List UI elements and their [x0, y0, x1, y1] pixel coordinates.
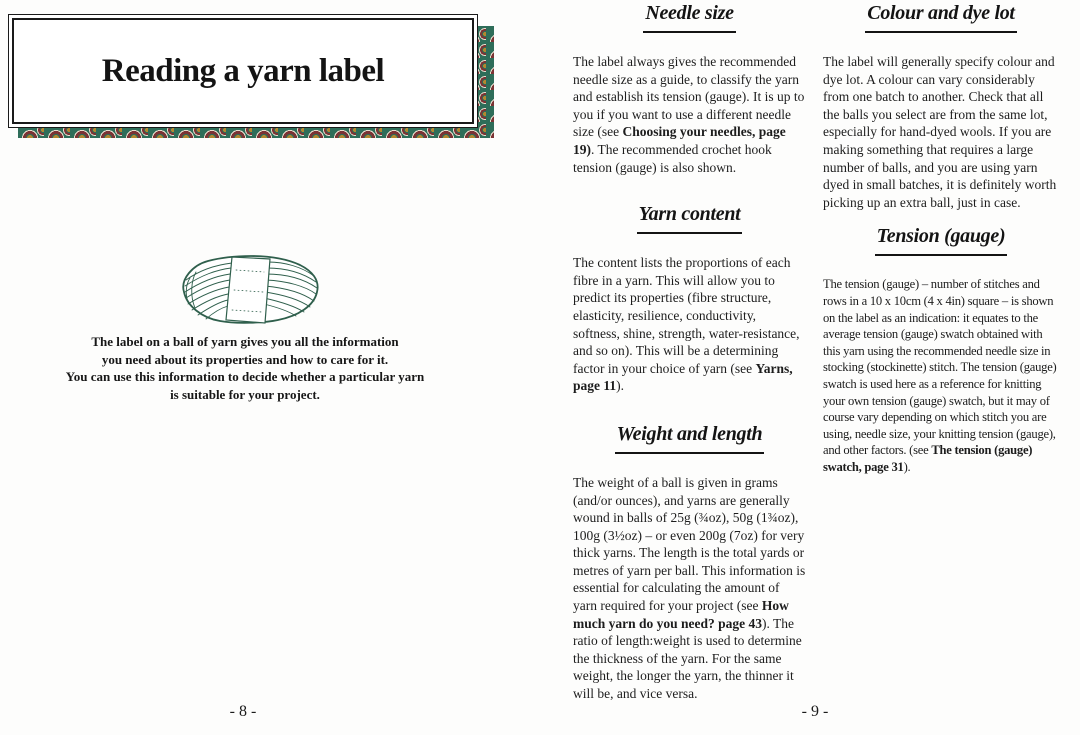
section-body: The tension (gauge) – number of stitches and rows in a 10 x 10cm (4 x 4in) square – is shown on the label as an indication: it equates to the average tension (gauge) swatch obtained with this yarn using the recommended needle size in stocking (stockinette) stitch. The tension (gauge) swatch is used here as a reference for knitting your own tension (gauge) swatch, but it may of course vary depending on which stitch you are using, needle size, your knitting tension (gauge), and other factors. (see The tension (gauge) swatch, page 31).	[823, 277, 1057, 474]
section-body: The weight of a ball is given in grams (and/or ounces), and yarns are generally wound in balls of 25g (¾oz), 50g (1¾oz), 100g (3½oz) – or even 200g (7oz) for very thick yarns. The length is the total yards or metres of yarn per ball. This information is essential for calculating the amount of yarn required for your project (see How much yarn do you need? page 43). The ratio of length:weight is used to determine the thickness of the yarn. For the same weight, the longer the yarn, the thinner it will be, and vice versa.	[573, 474, 806, 702]
intro-text	[25, 333, 465, 403]
intro-line: The label on a ball of yarn gives you all the information	[91, 334, 399, 349]
section-weight-and-length	[573, 423, 806, 703]
page-title: Reading a yarn label	[101, 52, 385, 89]
column-right	[823, 2, 1059, 475]
intro-line: You can use this information to decide whether a particular yarn	[65, 369, 425, 384]
section-heading: Weight and length	[615, 423, 765, 454]
section-needle-size	[573, 2, 806, 176]
column-middle	[573, 2, 806, 703]
yarn-skein-illustration	[170, 250, 330, 330]
section-body: The label will generally specify colour and dye lot. A colour can vary considerably from one batch to another. Check that all the balls you select are from the same lot, especially for hand-dyed wools. If you are making something that requires a large number of balls, and you are using yarn dyed in small batches, it is definitely worth picking up an extra ball, just in case.	[823, 54, 1057, 210]
section-yarn-content	[573, 203, 806, 395]
section-body: The label always gives the recommended needle size as a guide, to classify the yarn and establish its tension (gauge). It is up to you if you want to use a different needle size (see Choosing your needles, page 19). The recommended crochet hook tension (gauge) is also shown.	[573, 54, 805, 175]
intro-line: is suitable for your project.	[170, 386, 320, 402]
section-body: The content lists the proportions of each fibre in a yarn. This will allow you to predict its properties (fibre structure, elasticity, resilience, conductivity, softness, shine, strength, water-resistance, and so on). This will be a determining factor in your choice of yarn (see Yarns, page 11).	[573, 255, 800, 394]
section-tension-gauge	[823, 225, 1059, 475]
title-box-inner-border	[12, 18, 474, 124]
section-heading: Colour and dye lot	[865, 2, 1016, 33]
section-heading: Yarn content	[637, 203, 743, 234]
section-heading: Needle size	[643, 2, 735, 33]
section-heading: Tension (gauge)	[875, 225, 1008, 256]
section-colour-and-dye-lot	[823, 2, 1059, 211]
intro-line: you need about its properties and how to care for it.	[101, 351, 389, 367]
title-box	[8, 14, 478, 128]
page-number-right: - 9 -	[801, 703, 829, 720]
page-number-left: - 8 -	[229, 703, 257, 720]
